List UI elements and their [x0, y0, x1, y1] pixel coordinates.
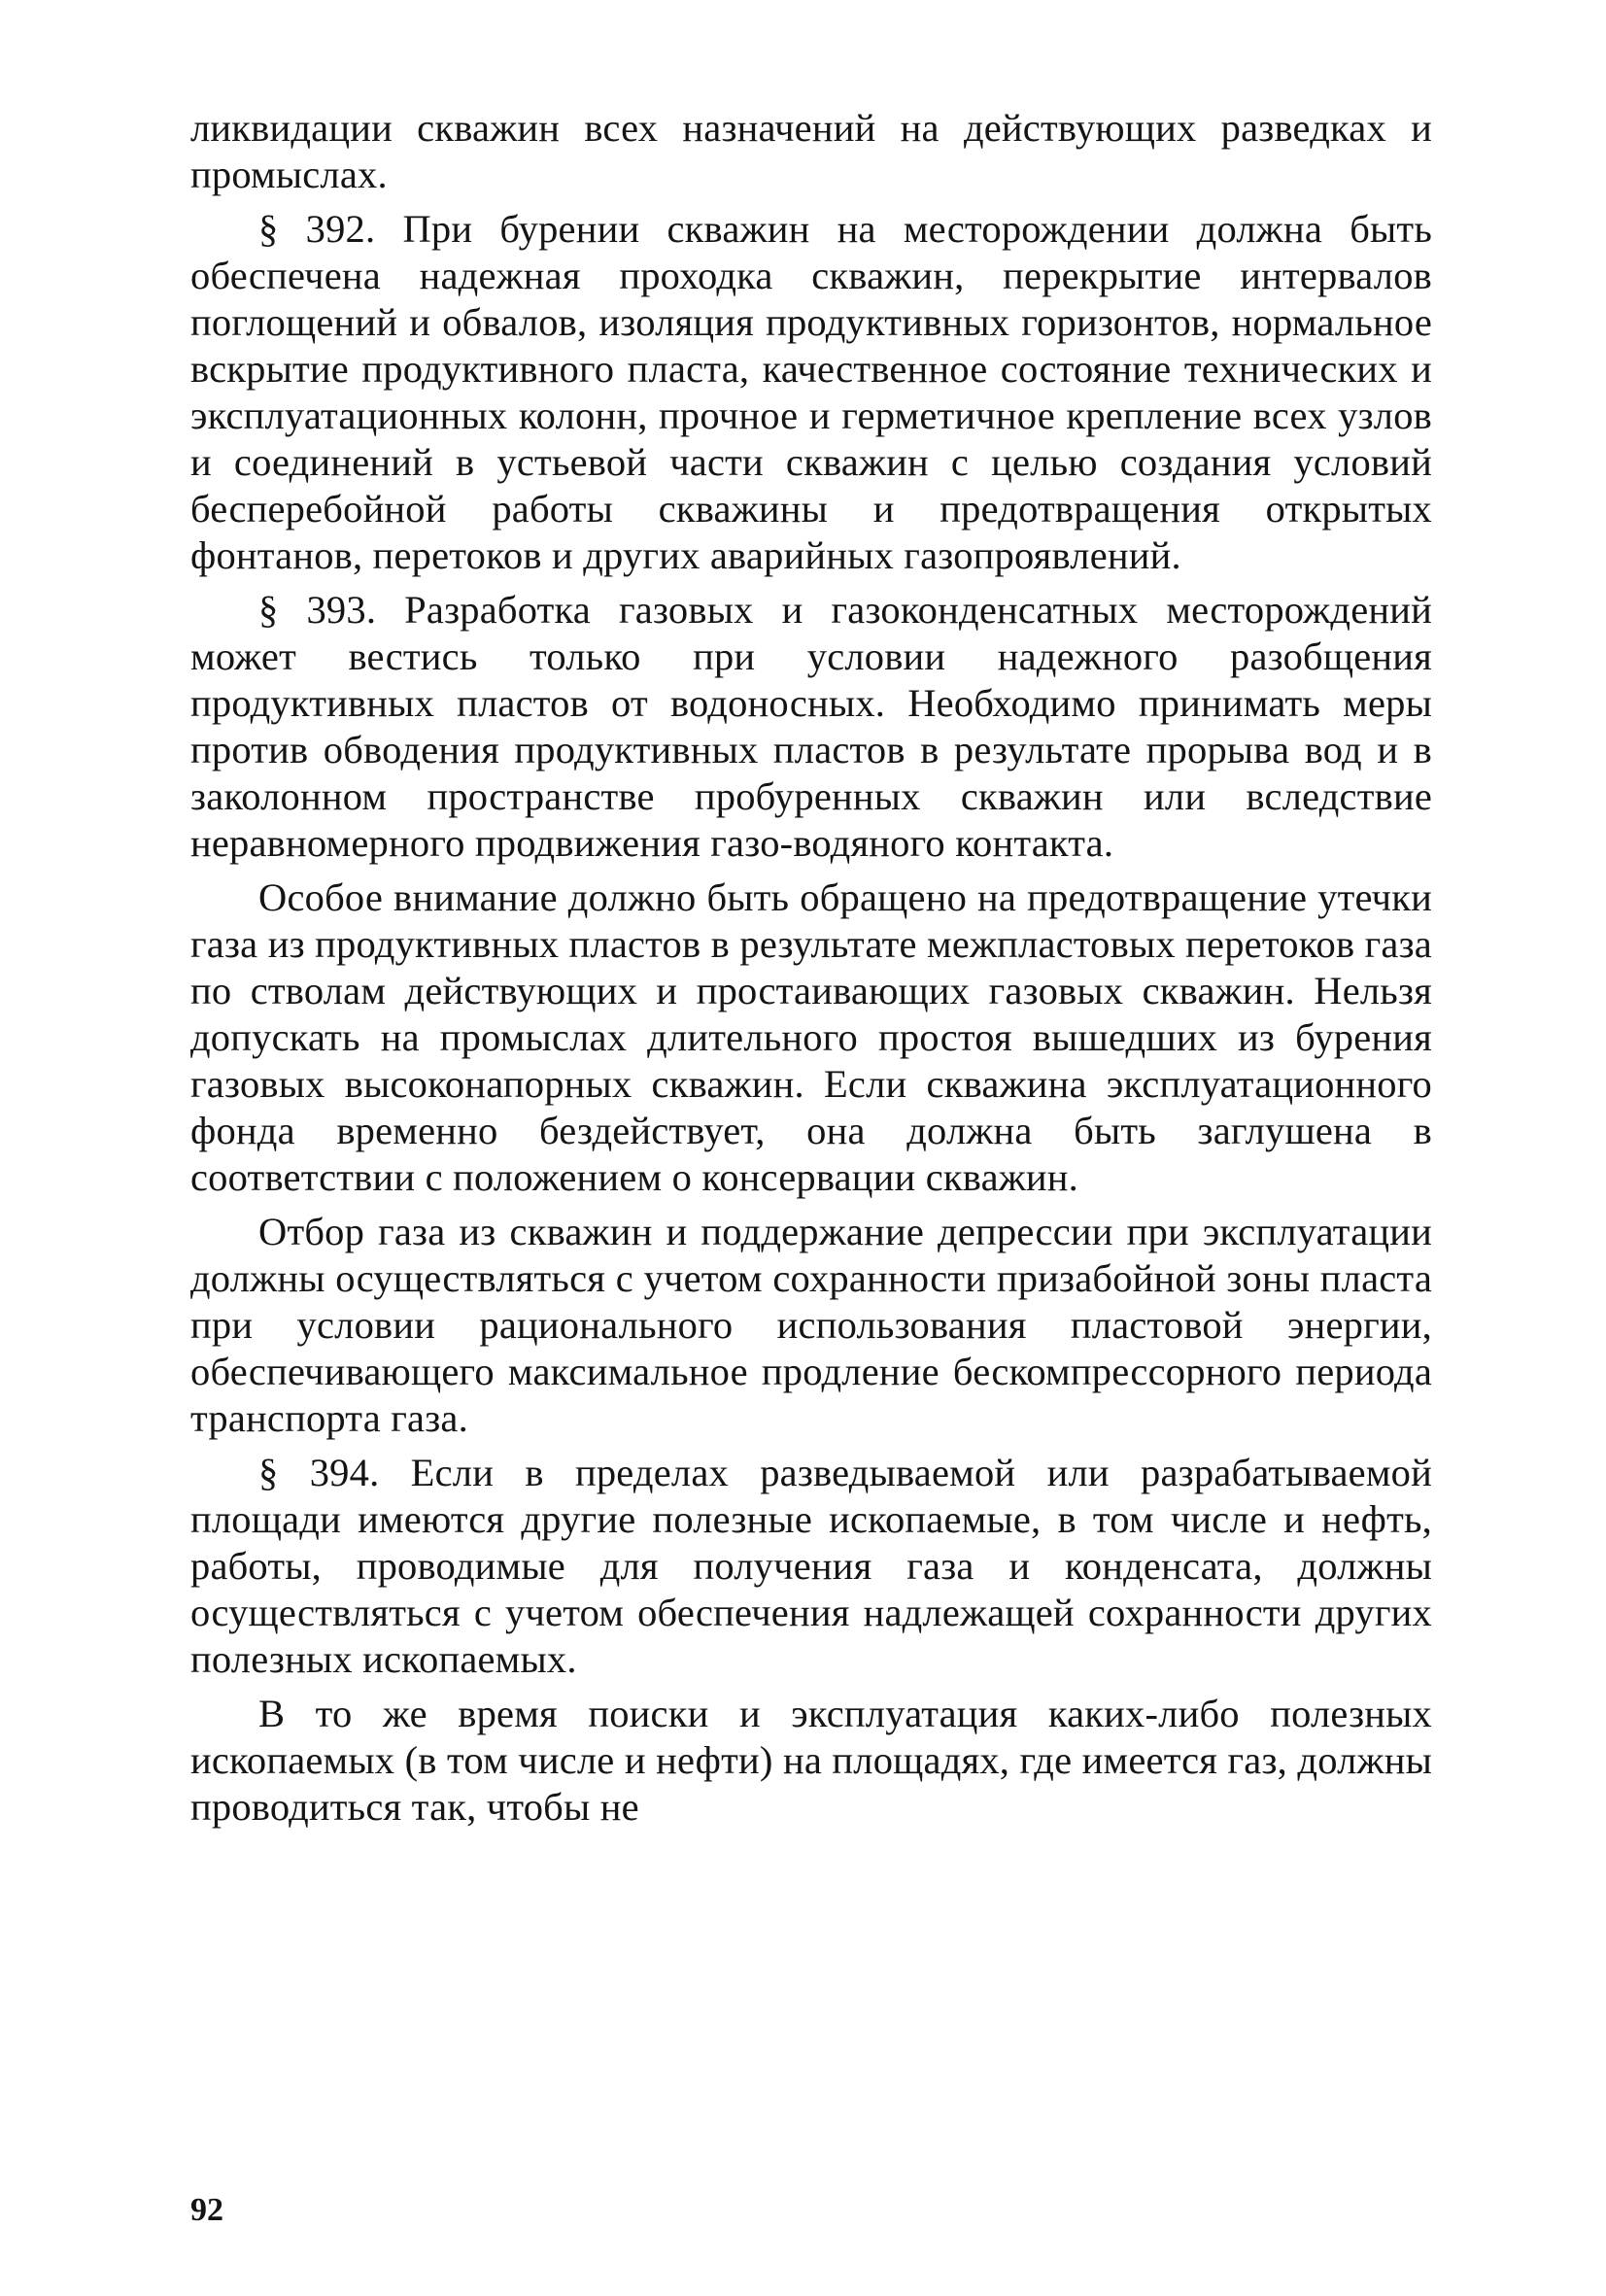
paragraph-exploration: В то же время поиски и эксплуатация каких-либо полезных ископаемых (в том числе и нефти) на площадях, где имеется газ, должны проводиться так, чтобы не [190, 1692, 1432, 1829]
paragraph-section-394: § 394. Если в пределах разведываемой или разрабатываемой площади имеются другие полезные ископаемые, в том числе и нефть, работы, проводимые для получения газа и конденсата, должны осуществляться с учетом обеспечения надлежащей сохранности других полезных ископаемых. [190, 1451, 1432, 1681]
paragraph-section-393: § 393. Разработка газовых и газоконденсатных месторождений может вестись только при условии надежного разобщения продуктивных пластов от водоносных. Необходимо принимать меры против обводения продуктивных пластов в результате прорыва вод и в заколонном пространстве пробуренных скважин или вследствие неравномерного продвижения газо-водяного контакта. [190, 588, 1432, 865]
page-number: 92 [190, 2192, 223, 2228]
paragraph-gas-extraction: Отбор газа из скважин и поддержание депрессии при эксплуатации должны осуществляться с учетом сохранности призабойной зоны пласта при условии рационального использования пластовой энергии, обеспечивающего максимальное продление бескомпрессорного периода транспорта газа. [190, 1210, 1432, 1440]
body-text [190, 105, 1432, 1838]
paragraph-gas-leak: Особое внимание должно быть обращено на предотвращение утечки газа из продуктивных пластов в результате межпластовых перетоков газа по стволам действующих и простаивающих газовых скважин. Нельзя допускать на промыслах длительного простоя вышедших из бурения газовых высоконапорных скважин. Если скважина эксплуатационного фонда временно бездействует, она должна быть заглушена в соответствии с положением о консервации скважин. [190, 875, 1432, 1199]
paragraph-section-392: § 392. При бурении скважин на месторождении должна быть обеспечена надежная проходка скважин, перекрытие интервалов поглощений и обвалов, изоляция продуктивных горизонтов, нормальное вскрытие продуктивного пласта, качественное состояние технических и эксплуатационных колонн, прочное и герметичное крепление всех узлов и соединений в устьевой части скважин с целью создания условий бесперебойной работы скважины и предотвращения открытых фонтанов, перетоков и других аварийных газопроявлений. [190, 207, 1432, 577]
paragraph-continuation: ликвидации скважин всех назначений на действующих разведках и промыслах. [190, 106, 1432, 196]
